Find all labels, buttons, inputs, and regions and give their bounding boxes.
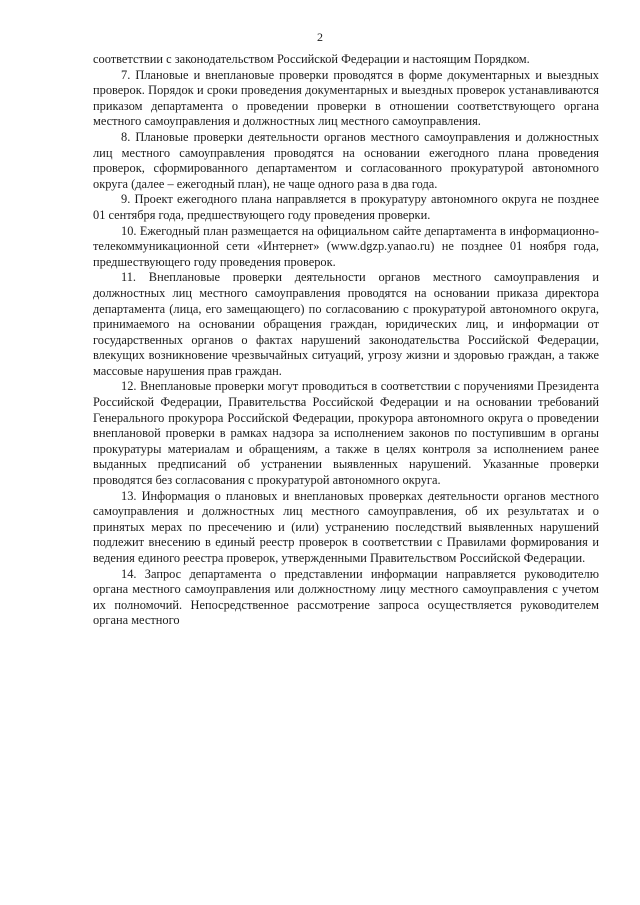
paragraph-12: 12. Внеплановые проверки могут проводиться в соответствии с поручениями Президента Российской Федерации, Правительства Российской Федерации и на основании требований Генерального прокурора Российской Федерации, прокурора автономного округа о проведении внеплановой проверки в рамках надзора за исполнением законов по поступившим в органы прокуратуры материалам и обращениям, а также в целях контроля за исполнением ранее выданных предписаний об устранении выявленных нарушений. Указанные проверки проводятся без согласования с прокуратурой автономного округа. [93, 379, 599, 488]
paragraph-10: 10. Ежегодный план размещается на официальном сайте департамента в информационно-телекоммуникационной сети «Интернет» (www.dgzp.yanao.ru) не позднее 01 ноября года, предшествующего году проведения проверок. [93, 223, 599, 269]
paragraph-continued: соответствии с законодательством Российской Федерации и настоящим Порядком. [93, 52, 530, 66]
paragraph-14: 14. Запрос департамента о представлении информации направляется руководителю органа местного самоуправления или должностному лицу местного самоуправления с учетом их полномочий. Непосредственное рассмотрение запроса осуществляется руководителем органа местного [93, 566, 599, 628]
paragraph-9: 9. Проект ежегодного плана направляется в прокуратуру автономного округа не позднее 01 сентября года, предшествующего году проведения проверки. [93, 192, 599, 222]
document-body [93, 52, 599, 629]
page-number: 2 [317, 30, 323, 44]
paragraph-13: 13. Информация о плановых и внеплановых проверках деятельности органов местного самоуправления и должностных лиц местного самоуправления, об их результатах и о принятых мерах по пресечению и (или) устранению последствий выявленных нарушений подлежит внесению в единый реестр проверок в соответствии с Правилами формирования и ведения единого реестра проверок, утвержденными Правительством Российской Федерации. [93, 488, 599, 565]
paragraph-8: 8. Плановые проверки деятельности органов местного самоуправления и должностных лиц местного самоуправления проводятся на основании ежегодного плана проведения проверок, сформированного департаментом и согласованного прокуратурой автономного округа (далее – ежегодный план), не чаще одного раза в два года. [93, 129, 599, 191]
paragraph-7: 7. Плановые и внеплановые проверки проводятся в форме документарных и выездных проверок. Порядок и сроки проведения документарных и выездных проверок устанавливаются приказом департамента о проведении проверки в отношении соответствующего органа местного самоуправления и должностных лиц местного самоуправления. [93, 67, 599, 129]
paragraph-11: 11. Внеплановые проверки деятельности органов местного самоуправления и должностных лиц местного самоуправления проводятся на основании приказа директора департамента (лица, его замещающего) по согласованию с прокуратурой автономного округа, принимаемого на основании обращения граждан, юридических лиц, и информации от государственных органов о фактах нарушений законодательства Российской Федерации, влекущих возникновение чрезвычайных ситуаций, угрозу жизни и здоровью граждан, а также массовые нарушения прав граждан. [93, 270, 599, 378]
